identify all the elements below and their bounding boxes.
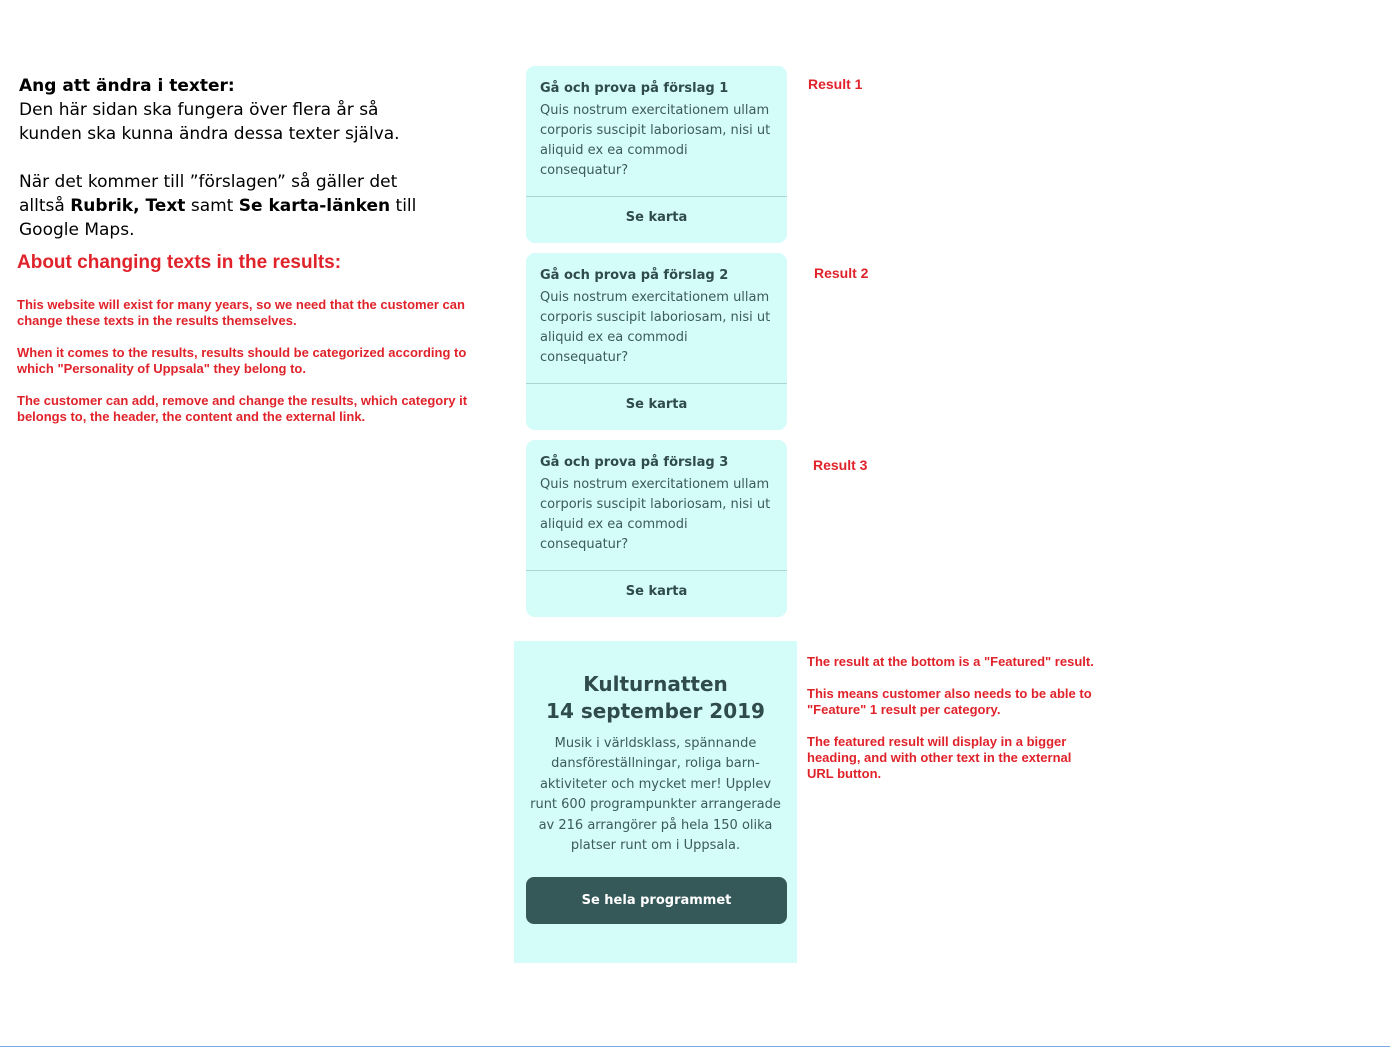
se-karta-link[interactable]: Se karta xyxy=(625,210,688,225)
bottom-divider xyxy=(0,1046,1390,1047)
se-karta-link[interactable]: Se karta xyxy=(625,584,688,599)
featured-note: The result at the bottom is a "Featured" result. xyxy=(807,654,1094,669)
result-card xyxy=(526,253,787,430)
result-label: Result 2 xyxy=(814,265,869,281)
card-divider xyxy=(526,570,787,571)
swedish-note-line: När det kommer till ”förslagen” så gäller det xyxy=(19,172,398,192)
swedish-note-line: alltså Rubrik, Text samt Se karta-länken till xyxy=(19,196,417,216)
featured-title: Kulturnatten 14 september 2019 xyxy=(546,672,765,723)
swedish-note-line: Den här sidan ska fungera över flera år så xyxy=(19,100,379,120)
result-label: Result 1 xyxy=(808,76,863,92)
result-title: Gå och prova på förslag 2 xyxy=(540,268,729,283)
result-title: Gå och prova på förslag 3 xyxy=(540,455,729,470)
card-divider xyxy=(526,196,787,197)
result-title: Gå och prova på förslag 1 xyxy=(540,81,729,96)
se-karta-link[interactable]: Se karta xyxy=(625,397,688,412)
swedish-note xyxy=(19,74,459,242)
featured-text: Musik i världsklass, spännande dansföreställningar, roliga barn-aktiviteter och mycket mer! Upplev runt 600 programpunkter arrangerade av 216 arrangörer på hela 150 olika platser runt om i Uppsala. xyxy=(530,736,781,854)
featured-note: The featured result will display in a bigger heading, and with other text in the external URL button. xyxy=(807,734,1072,781)
swedish-note-line: Google Maps. xyxy=(19,220,135,240)
english-note-paragraph: The customer can add, remove and change the results, which category it belongs to, the header, the content and the external link. xyxy=(17,393,468,424)
english-notes-heading: About changing texts in the results: xyxy=(17,252,342,273)
result-card xyxy=(526,440,787,617)
featured-result xyxy=(514,641,797,963)
result-label: Result 3 xyxy=(813,457,868,473)
result-text: Quis nostrum exercitationem ullam corporis suscipit laboriosam, nisi ut aliquid ex ea commodi consequatur? xyxy=(540,477,771,552)
see-program-button[interactable]: Se hela programmet xyxy=(526,877,787,924)
card-divider xyxy=(526,383,787,384)
result-text: Quis nostrum exercitationem ullam corporis suscipit laboriosam, nisi ut aliquid ex ea commodi consequatur? xyxy=(540,103,771,178)
english-note-paragraph: This website will exist for many years, so we need that the customer can change these texts in the results themselves. xyxy=(17,297,465,328)
result-text: Quis nostrum exercitationem ullam corporis suscipit laboriosam, nisi ut aliquid ex ea commodi consequatur? xyxy=(540,290,771,365)
english-note-paragraph: When it comes to the results, results should be categorized according to which "Personality of Uppsala" they belong to. xyxy=(17,345,467,376)
result-card xyxy=(526,66,787,243)
swedish-note-heading: Ang att ändra i texter: xyxy=(19,76,235,96)
swedish-note-line: kunden ska kunna ändra dessa texter själva. xyxy=(19,124,400,144)
featured-note: This means customer also needs to be able to "Feature" 1 result per category. xyxy=(807,686,1092,717)
